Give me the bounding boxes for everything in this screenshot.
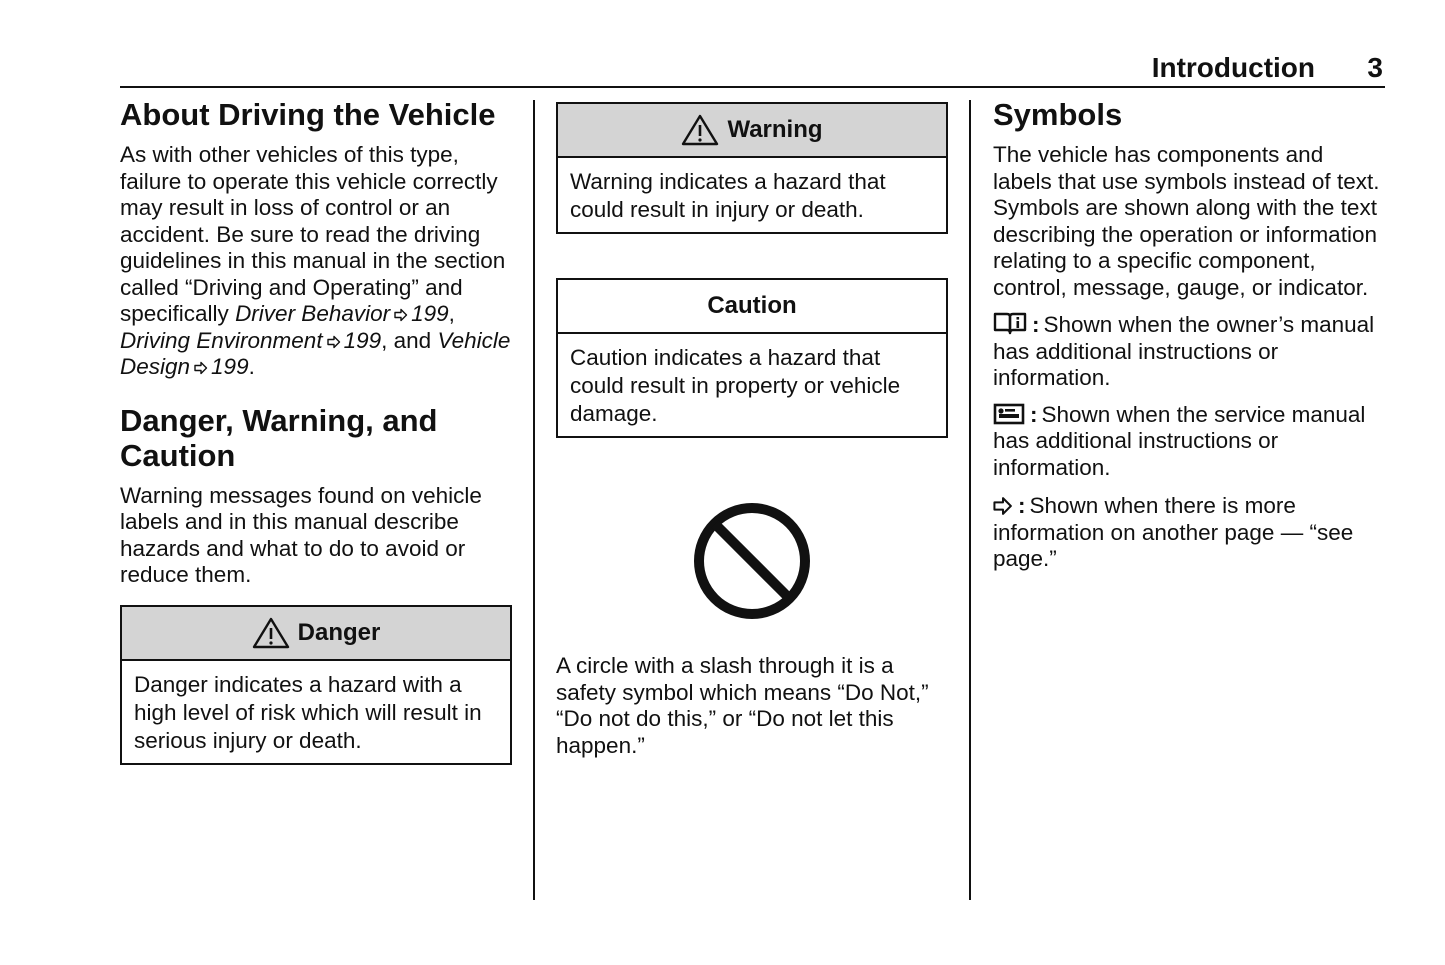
see-page-arrow-icon <box>327 335 341 349</box>
column-divider <box>533 100 535 900</box>
page-number: 3 <box>1367 52 1383 83</box>
warning-triangle-icon <box>681 114 719 146</box>
symbol-colon: : <box>1030 401 1038 427</box>
owners-manual-icon <box>993 311 1027 335</box>
column-middle <box>556 102 948 759</box>
symbol-item-service-manual <box>993 402 1385 482</box>
ref-driving-environment[interactable]: Driving Environment <box>120 327 323 353</box>
symbol-colon: : <box>1018 493 1026 518</box>
warning-box-header <box>558 104 946 158</box>
and-text: , and <box>381 327 432 353</box>
about-body-text: As with other vehicles of this type, failure to operate this vehicle correctly may result in loss of control or an accident. Be sure to read the driving guidelines in this manual in the section called “Driving and Operating” and specifically <box>120 142 506 326</box>
about-driving-heading: About Driving the Vehicle <box>120 97 496 132</box>
symbol-description: Shown when there is more information on another page — “see page.” <box>993 493 1354 571</box>
symbol-colon: : <box>1032 312 1040 337</box>
prohibition-figure <box>556 500 948 627</box>
danger-box-header <box>122 607 510 661</box>
warning-triangle-icon <box>252 617 290 649</box>
ref-vehicle-design[interactable]: Vehicle Design <box>120 327 511 379</box>
caution-label: Caution <box>707 292 797 319</box>
symbol-item-owners-manual <box>993 311 1385 392</box>
warning-box <box>556 102 948 234</box>
symbols-intro: The vehicle has components and labels that use symbols instead of text. Symbols are shown along with the text describing the operation or information relating to a specific component, control, message, gauge, or indicator. <box>993 142 1380 300</box>
danger-warning-caution-heading: Danger, Warning, and Caution <box>120 402 438 473</box>
symbol-item-see-page <box>993 493 1385 573</box>
about-driving-paragraph: As with other vehicles of this type, failure to operate this vehicle correctly may result in loss of control or an accident. Be sure to read the driving guidelines in this manual in the section called “Driving and Operating” and specifically Driver Behavior 199, Driving Environment 199, and Vehicle Design 199. <box>120 142 511 379</box>
section-title: Introduction <box>1151 52 1315 83</box>
service-manual-icon <box>993 403 1025 425</box>
page-header <box>120 52 1385 88</box>
ref-page-number[interactable]: 199 <box>411 301 449 326</box>
see-page-arrow-icon <box>993 496 1013 516</box>
danger-box <box>120 605 512 765</box>
symbol-description: Shown when the owner’s manual has additional instructions or information. <box>993 312 1375 390</box>
danger-text: Danger indicates a hazard with a high level of risk which will result in serious injury or death. <box>134 671 482 753</box>
dwc-paragraph: Warning messages found on vehicle labels and in this manual describe hazards and what to do to avoid or reduce them. <box>120 482 482 587</box>
caution-box <box>556 278 948 438</box>
prohibition-caption: A circle with a slash through it is a safety symbol which means “Do Not,” “Do not do this,” or “Do not let this happen.” <box>556 653 929 758</box>
symbols-heading: Symbols <box>993 97 1123 132</box>
column-left <box>120 97 512 765</box>
see-page-arrow-icon <box>394 308 408 322</box>
warning-label: Warning <box>727 116 823 143</box>
ref-page-number[interactable]: 199 <box>211 354 249 379</box>
prohibition-icon <box>691 500 813 622</box>
warning-text: Warning indicates a hazard that could result in injury or death. <box>570 169 886 222</box>
symbol-description: Shown when the service manual has additional instructions or information. <box>993 401 1366 480</box>
see-page-arrow-icon <box>194 361 208 375</box>
caution-box-header <box>558 280 946 334</box>
ref-page-number[interactable]: 199 <box>343 327 382 353</box>
column-divider <box>969 100 971 900</box>
danger-label: Danger <box>297 618 381 646</box>
column-right <box>993 97 1385 573</box>
caution-text: Caution indicates a hazard that could result in property or vehicle damage. <box>570 345 901 426</box>
ref-driver-behavior[interactable]: Driver Behavior <box>235 301 391 326</box>
